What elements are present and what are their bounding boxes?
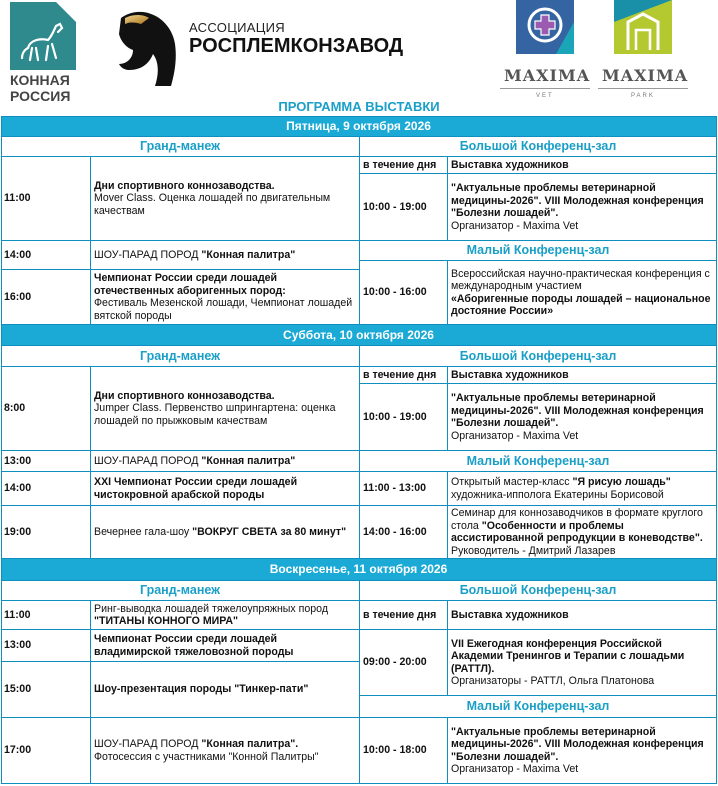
event-details: Организаторы - РАТТЛ, Ольга Платонова xyxy=(451,675,655,687)
event-details: ШОУ-ПАРАД ПОРОД xyxy=(94,248,202,261)
event-time: 14:00 xyxy=(1,241,91,270)
event-details: Фестиваль Мезенской лошади, Чемпионат лошадей вятской породы xyxy=(94,297,353,322)
event-details: ШОУ-ПАРАД ПОРОД xyxy=(94,454,202,467)
venue-big-conference-hall: Большой Конференц-зал xyxy=(360,346,717,367)
event-description xyxy=(91,451,360,472)
event-description xyxy=(91,601,360,630)
event-title: Дни спортивного коннозаводства. xyxy=(94,389,275,402)
maxima-park-sub: PARK xyxy=(631,93,655,99)
event-time: 11:00 xyxy=(1,601,91,630)
event-time: 14:00 xyxy=(1,472,91,506)
event-time: 15:00 xyxy=(1,662,91,718)
event-description xyxy=(448,506,717,559)
event-time: 10:00 - 16:00 xyxy=(360,261,448,325)
venue-grand-manege: Гранд-манеж xyxy=(1,137,360,157)
logo-bar xyxy=(0,0,718,104)
maxima-park-logo xyxy=(598,0,688,100)
venue-big-conference-hall: Большой Конференц-зал xyxy=(360,581,717,601)
event-description xyxy=(448,718,717,784)
event-time: 11:00 - 13:00 xyxy=(360,472,448,506)
event-time: 14:00 - 16:00 xyxy=(360,506,448,559)
event-details: Ринг-выводка лошадей тяжелоупряжных пород xyxy=(94,602,329,615)
event-time: 13:00 xyxy=(1,630,91,662)
event-host: художника-ипполога Екатерины Борисовой xyxy=(451,488,664,501)
event-details: Открытый мастер-класс xyxy=(451,476,573,488)
event-title: Чемпионат России среди лошадей владимирской тяжеловозной породы xyxy=(91,630,360,662)
event-time: 16:00 xyxy=(1,270,91,325)
venue-small-conference-hall: Малый Конференц-зал xyxy=(360,696,717,718)
event-time: 8:00 xyxy=(1,367,91,451)
maxima-park-name: MAXIMA xyxy=(602,66,689,85)
venue-big-conference-hall: Большой Конференц-зал xyxy=(360,137,717,157)
event-title: Дни спортивного коннозаводства. xyxy=(94,179,275,192)
event-details: Mover Class. Оценка лошадей по двигательным качествам xyxy=(94,192,331,217)
event-time: 17:00 xyxy=(1,718,91,784)
event-title: "Актуальные проблемы ветеринарной медицины-2026". VIII Молодежная конференция "Болезни лошадей". xyxy=(451,725,704,763)
rosplem-logo-line1: АССОЦИАЦИЯ xyxy=(189,20,285,35)
event-description xyxy=(448,174,717,241)
schedule-table xyxy=(1,116,717,784)
horse-icon xyxy=(10,2,76,70)
event-time: 10:00 - 18:00 xyxy=(360,718,448,784)
park-gate-icon xyxy=(598,0,688,56)
event-extra: Фотосессия с участниками "Конной Палитры" xyxy=(94,750,319,763)
event-title: Выставка художников xyxy=(448,367,717,384)
event-description xyxy=(448,472,717,506)
day-header: Пятница, 9 октября 2026 xyxy=(1,116,717,137)
event-description xyxy=(91,241,360,270)
event-details: Семинар для коннозаводчиков в формате круглого стола xyxy=(451,507,703,532)
event-title: "Я рисую лошадь" xyxy=(572,476,671,488)
rosplem-logo-line2: РОСПЛЕМКОНЗАВОД xyxy=(189,35,404,57)
event-title: Выставка художников xyxy=(448,601,717,630)
event-title: VII Ежегодная конференция Российской Академии Тренингов и Терапии с лошадьми (РАТТЛ). xyxy=(451,637,685,675)
event-title: XXI Чемпионат России среди лошадей чистокровной арабской породы xyxy=(91,472,360,506)
event-title: "ВОКРУГ СВЕТА за 80 минут" xyxy=(192,525,347,538)
venue-small-conference-hall: Малый Конференц-зал xyxy=(360,241,717,261)
event-time: 10:00 - 19:00 xyxy=(360,384,448,451)
horse-head-icon xyxy=(115,8,179,86)
event-title: "Особенности и проблемы ассистированной репродукции в коневодстве". xyxy=(451,519,703,544)
event-title: "Конная палитра" xyxy=(201,454,296,467)
event-description xyxy=(91,367,360,451)
event-title: "Конная палитра" xyxy=(201,248,296,261)
event-details: Организатор - Maxima Vet xyxy=(451,219,579,232)
day-header: Суббота, 10 октября 2026 xyxy=(1,325,717,346)
event-time: 11:00 xyxy=(1,157,91,241)
event-title: "Актуальные проблемы ветеринарной медицины-2026". VIII Молодежная конференция "Болезни лошадей". xyxy=(451,182,704,219)
event-time: 09:00 - 20:00 xyxy=(360,630,448,696)
event-title: Выставка художников xyxy=(448,157,717,174)
maxima-vet-logo xyxy=(500,0,590,100)
event-details: Организатор - Maxima Vet xyxy=(451,763,579,775)
event-description xyxy=(448,384,717,451)
event-title: Чемпионат России среди лошадей отечественных аборигенных пород: xyxy=(94,272,286,297)
event-time: 13:00 xyxy=(1,451,91,472)
event-title: Шоу-презентация породы "Тинкер-пати" xyxy=(91,662,360,718)
event-details: Вечернее гала-шоу xyxy=(94,525,193,538)
konnaya-logo-line2: РОССИЯ xyxy=(10,88,71,104)
venue-grand-manege: Гранд-манеж xyxy=(1,346,360,367)
vet-cross-icon xyxy=(500,0,590,56)
event-details: Всероссийская научно-практическая конференция с международным участием xyxy=(451,267,710,292)
venue-grand-manege: Гранд-манеж xyxy=(1,581,360,601)
event-time: в течение дня xyxy=(360,601,448,630)
venue-small-conference-hall: Малый Конференц-зал xyxy=(360,451,717,472)
maxima-vet-name: MAXIMA xyxy=(504,66,591,85)
event-details: ШОУ-ПАРАД ПОРОД xyxy=(94,738,202,750)
event-details: Организатор - Maxima Vet xyxy=(451,429,579,442)
konnaya-rossiya-logo xyxy=(10,2,76,105)
event-title: "ТИТАНЫ КОННОГО МИРА" xyxy=(94,615,239,627)
event-title: «Аборигенные породы лошадей – национальное достояние России» xyxy=(451,292,711,317)
event-details: Jumper Class. Первенство шпрингартена: оценка лошадей по прыжковым качествам xyxy=(94,402,336,427)
event-host: Руководитель - Дмитрий Лазарев xyxy=(451,544,616,557)
event-description xyxy=(91,506,360,559)
event-time: в течение дня xyxy=(360,367,448,384)
day-header: Воскресенье, 11 октября 2026 xyxy=(1,559,717,581)
event-title: "Конная палитра". xyxy=(201,738,299,750)
maxima-vet-sub: VET xyxy=(536,93,554,99)
event-time: в течение дня xyxy=(360,157,448,174)
event-time: 10:00 - 19:00 xyxy=(360,174,448,241)
event-description xyxy=(91,270,360,325)
event-description xyxy=(448,261,717,325)
event-description xyxy=(91,157,360,241)
konnaya-logo-line1: КОННАЯ xyxy=(10,72,70,88)
rosplemkonzavod-logo xyxy=(115,8,425,88)
program-title: ПРОГРАММА ВЫСТАВКИ xyxy=(278,99,440,114)
event-time: 19:00 xyxy=(1,506,91,559)
event-title: "Актуальные проблемы ветеринарной медицины-2026". VIII Молодежная конференция "Болезни лошадей". xyxy=(451,392,704,429)
event-description xyxy=(448,630,717,696)
event-description xyxy=(91,718,360,784)
